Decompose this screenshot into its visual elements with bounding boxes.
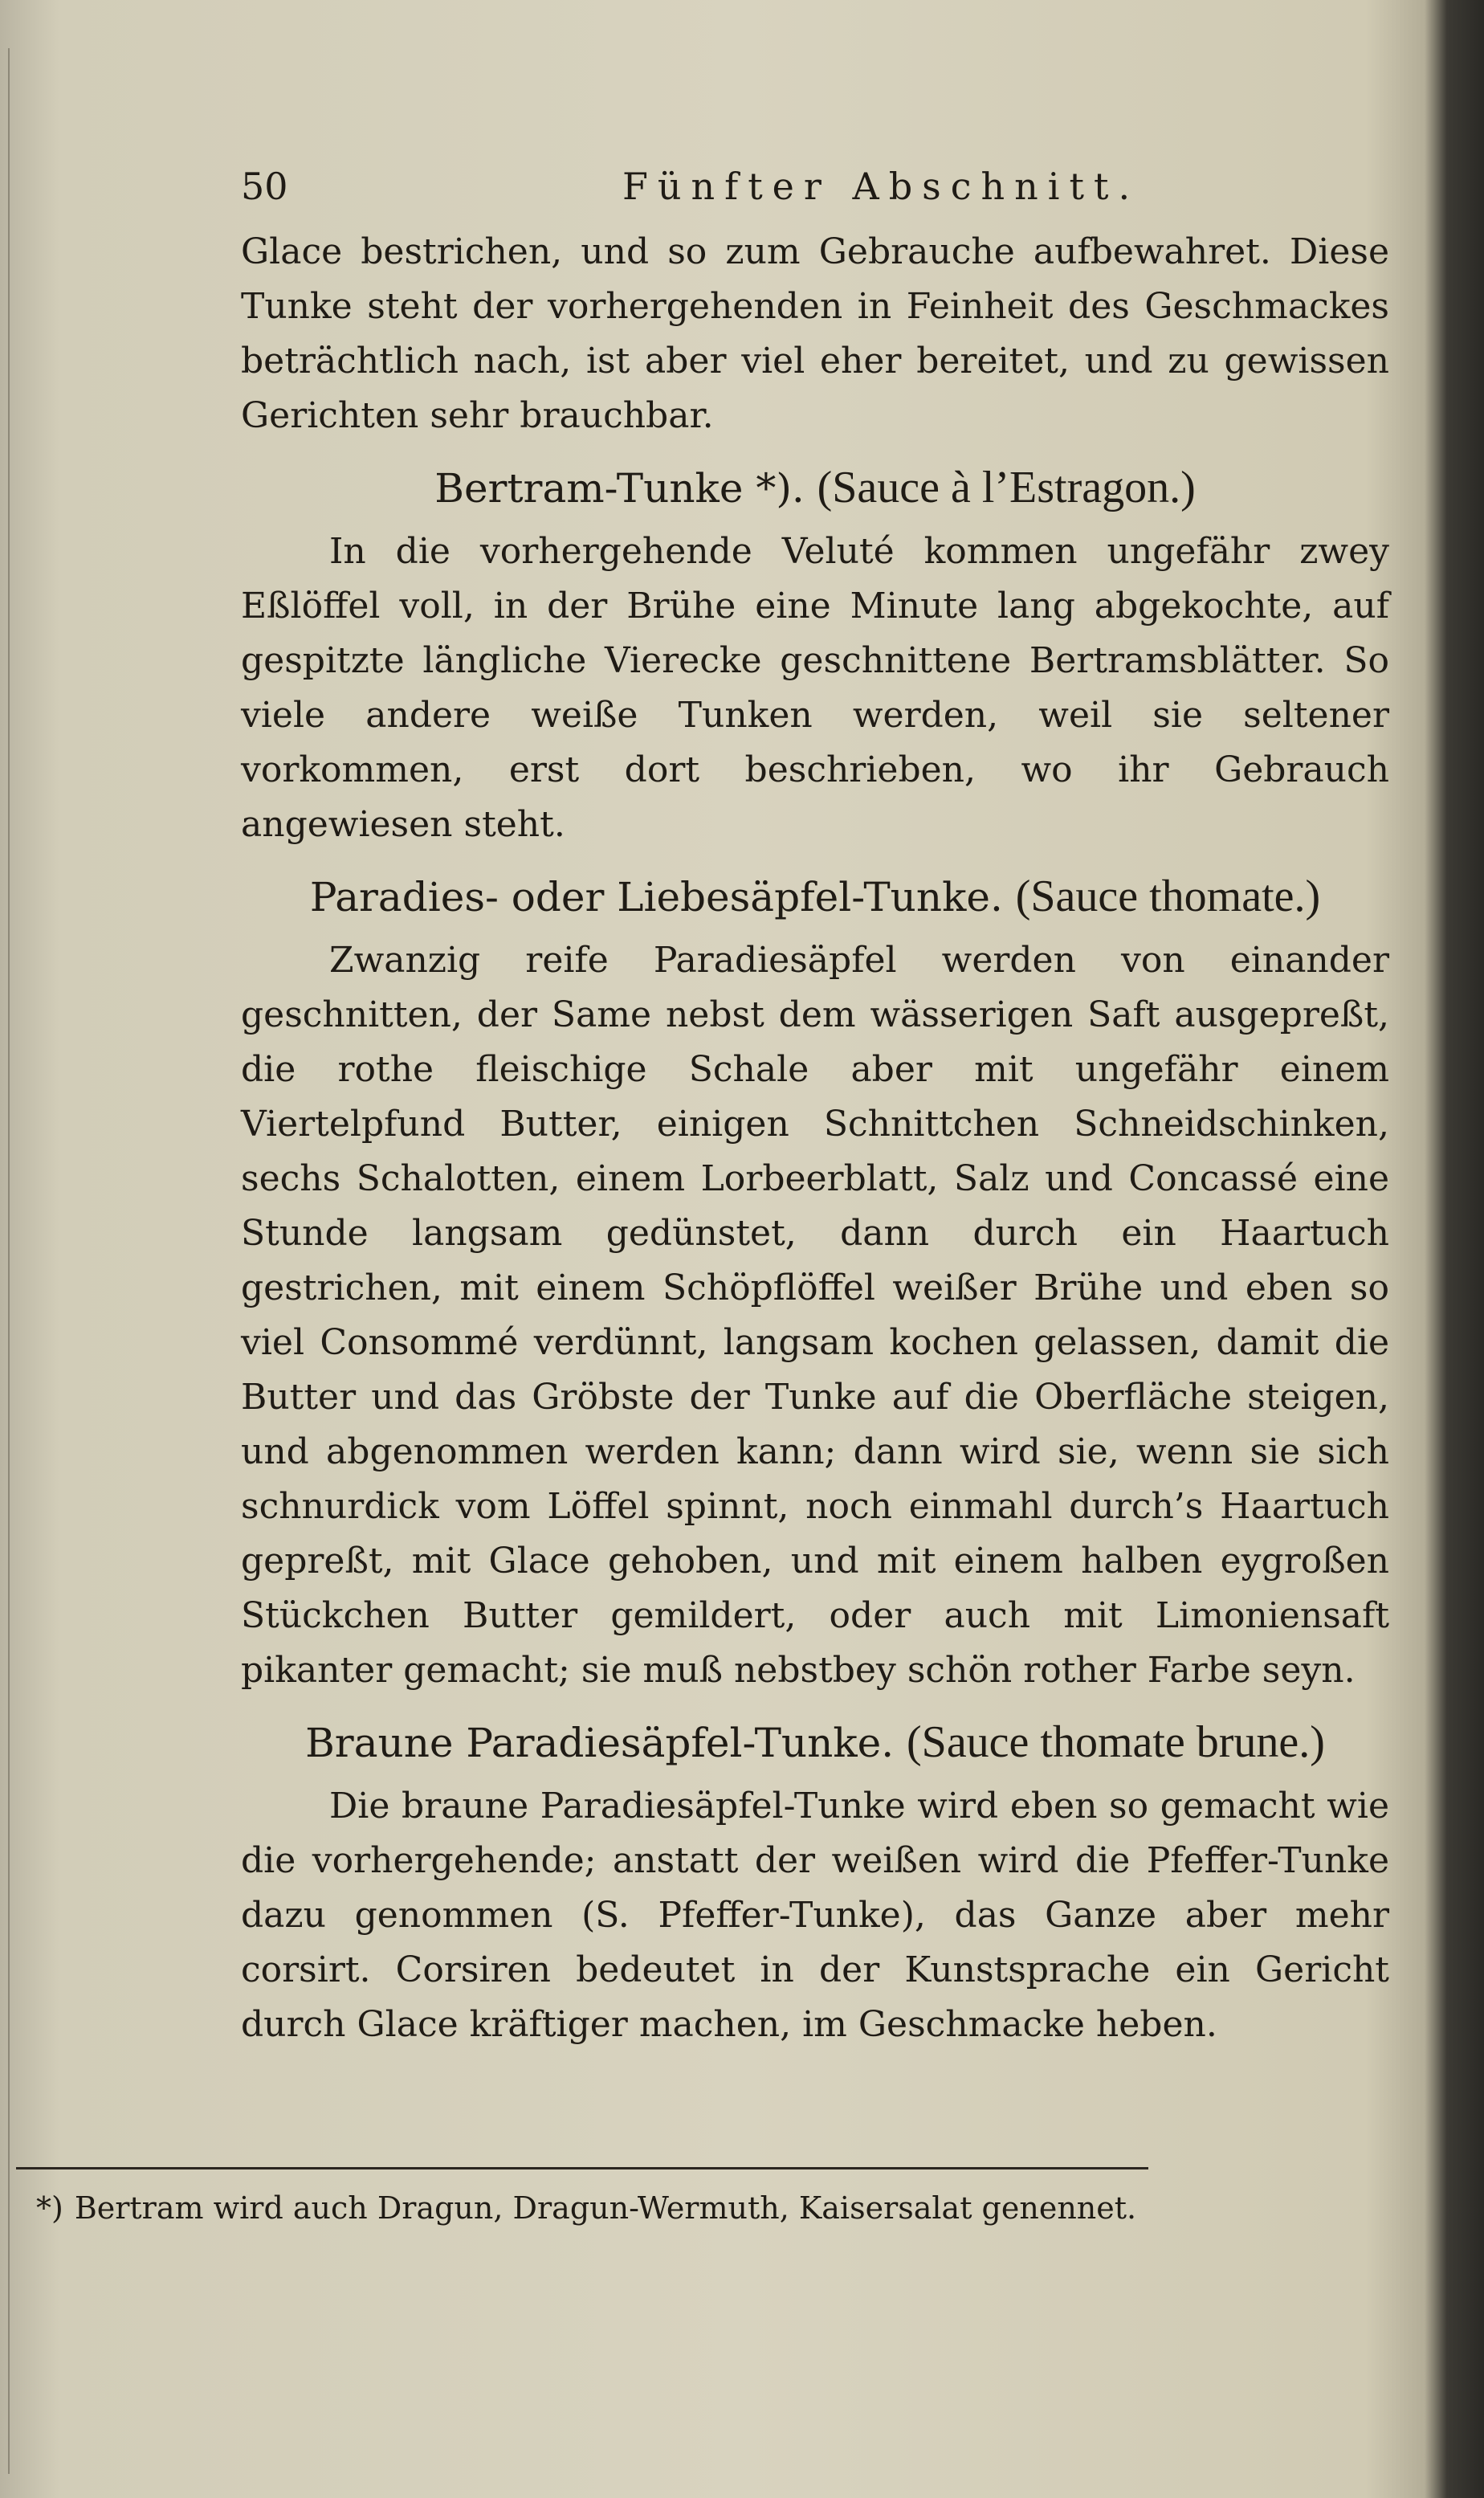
heading-french: (Sauce thomate.) bbox=[1015, 871, 1321, 921]
paragraph-intro: Glace bestrichen, und so zum Gebrauche aufbewahret. Diese Tunke steht der vorhergehenden in Feinheit des Geschmackes beträchtlich nach, ist aber viel eher bereitet, und zu gewissen Gerichten sehr brauchbar. bbox=[241, 231, 1389, 436]
heading-paradies-tunke bbox=[241, 860, 1389, 933]
heading-german: Bertram-Tunke *). bbox=[434, 465, 805, 512]
page-number: 50 bbox=[241, 165, 288, 208]
running-title: Fünfter Abschnitt. bbox=[622, 165, 1140, 208]
page-edge-line bbox=[8, 48, 10, 2474]
heading-braune-paradies-tunke bbox=[241, 1706, 1389, 1779]
paragraph-paradies: Zwanzig reife Paradiesäpfel werden von einander geschnitten, der Same nebst dem wässerigen Saft ausgepreßt, die rothe fleischige Schale aber mit ungefähr einem Viertelpfund Butter, einigen Schnittchen Schneidschinken, sechs Schalotten, einem Lorbeerblatt, Salz und Concassé eine Stunde langsam gedünstet, dann durch ein Haartuch gestrichen, mit einem Schöpflöffel weißer Brühe und eben so viel Consommé verdünnt, langsam kochen gelassen, damit die Butter und das Gröbste der Tunke auf die Oberfläche steigen, und abgenommen werden kann; dann wird sie, wenn sie sich schnurdick vom Löffel spinnt, noch einmahl durch’s Haartuch gepreßt, mit Glace gehoben, und mit einem halben eygroßen Stückchen Butter gemildert, oder auch mit Limoniensaft pikanter gemacht; sie muß nebstbey schön rother Farbe seyn. bbox=[241, 940, 1389, 1691]
paragraph-braune-paradies: Die braune Paradiesäpfel-Tunke wird eben so gemacht wie die vorhergehende; anstatt der weißen wird die Pfeffer-Tunke dazu genommen (S. Pfeffer-Tunke), das Ganze aber mehr corsirt. Corsiren bedeutet in der Kunstsprache ein Gericht durch Glace kräftiger machen, im Geschmacke heben. bbox=[241, 1786, 1389, 2045]
heading-french: (Sauce thomate brune.) bbox=[907, 1717, 1325, 1767]
heading-french: (Sauce à l’Estragon.) bbox=[817, 463, 1196, 512]
paragraph-bertram: In die vorhergehende Veluté kommen ungefähr zwey Eßlöffel voll, in der Brühe eine Minute lang abgekochte, auf gespitzte längliche Vierecke geschnittene Bertramsblätter. So viele andere weiße Tunken werden, weil sie seltener vorkommen, erst dort beschrieben, wo ihr Gebrauch angewiesen steht. bbox=[241, 531, 1389, 845]
heading-german: Paradies- oder Liebesäpfel-Tunke. bbox=[309, 874, 1003, 920]
body-text bbox=[241, 225, 1389, 2052]
footnote-text: Bertram wird auch Dragun, Dragun-Wermuth, Kaisersalat genennet. bbox=[74, 2190, 1137, 2226]
heading-bertram-tunke bbox=[241, 451, 1389, 524]
footnote bbox=[36, 2183, 1152, 2233]
heading-german: Braune Paradiesäpfel-Tunke. bbox=[305, 1720, 895, 1766]
footnote-marker: *) bbox=[36, 2190, 63, 2226]
page-header bbox=[241, 165, 1389, 221]
footnote-rule bbox=[16, 2167, 1148, 2169]
